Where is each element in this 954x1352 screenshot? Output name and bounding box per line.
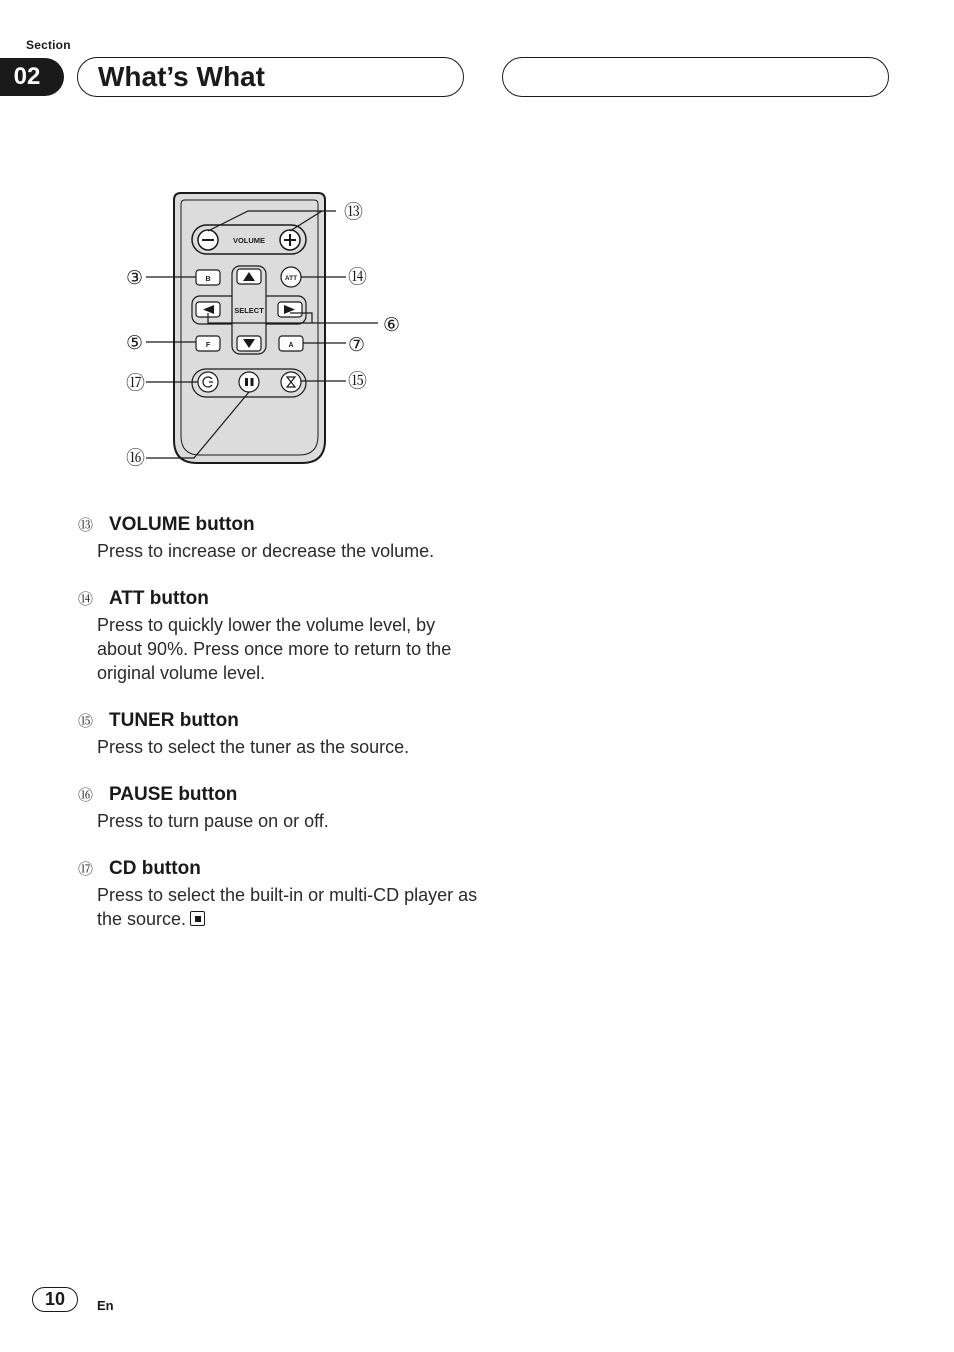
f-label: F bbox=[205, 342, 211, 349]
entry-number: ⑮ bbox=[78, 713, 94, 730]
language-label: En bbox=[97, 1298, 114, 1313]
entry-title: VOLUME button bbox=[109, 514, 255, 535]
a-label: A bbox=[288, 342, 294, 349]
callout-5: ⑤ bbox=[126, 332, 144, 354]
cd-button bbox=[198, 372, 218, 392]
entry-pause bbox=[78, 782, 478, 833]
pause-icon bbox=[245, 378, 248, 386]
page-title: What’s What bbox=[77, 57, 464, 97]
pause-button bbox=[239, 372, 259, 392]
entry-description: Press to increase or decrease the volume. bbox=[97, 541, 435, 561]
remote-control-diagram bbox=[0, 0, 954, 500]
entry-number: ⑰ bbox=[78, 861, 94, 878]
entry-title: CD button bbox=[109, 858, 201, 879]
select-label: SELECT bbox=[234, 306, 264, 315]
entry-title: TUNER button bbox=[109, 710, 239, 731]
volume-label: VOLUME bbox=[232, 236, 266, 245]
entry-number: ⑬ bbox=[78, 517, 94, 534]
entry-description: Press to turn pause on or off. bbox=[97, 811, 329, 831]
callout-3: ③ bbox=[126, 267, 144, 289]
section-label: Section bbox=[26, 38, 71, 52]
entry-number: ⑯ bbox=[78, 787, 94, 804]
entry-description: Press to quickly lower the volume level, by about 90%. Press once more to return to the original volume level. bbox=[97, 615, 452, 683]
entry-title: ATT button bbox=[109, 588, 209, 609]
button-descriptions bbox=[78, 512, 478, 954]
b-label: B bbox=[205, 276, 211, 283]
entry-tuner bbox=[78, 708, 478, 759]
callout-7: ⑦ bbox=[348, 334, 366, 356]
entry-number: ⑭ bbox=[78, 591, 94, 608]
entry-cd bbox=[78, 856, 478, 931]
entry-volume bbox=[78, 512, 478, 563]
callout-13: ⑬ bbox=[344, 201, 364, 223]
page-number: 10 bbox=[32, 1287, 78, 1312]
att-label: ATT bbox=[284, 275, 298, 282]
callout-14: ⑭ bbox=[348, 266, 368, 288]
entry-description: Press to select the built-in or multi-CD player as the source. bbox=[97, 885, 478, 929]
callout-6: ⑥ bbox=[383, 314, 401, 336]
callout-17: ⑰ bbox=[126, 372, 146, 394]
section-number-tab: 02 bbox=[0, 58, 64, 96]
callout-16: ⑯ bbox=[126, 447, 146, 469]
end-of-section-icon bbox=[190, 911, 205, 926]
entry-title: PAUSE button bbox=[109, 784, 238, 805]
callout-15: ⑮ bbox=[348, 370, 368, 392]
entry-description: Press to select the tuner as the source. bbox=[97, 737, 410, 757]
entry-att bbox=[78, 586, 478, 685]
